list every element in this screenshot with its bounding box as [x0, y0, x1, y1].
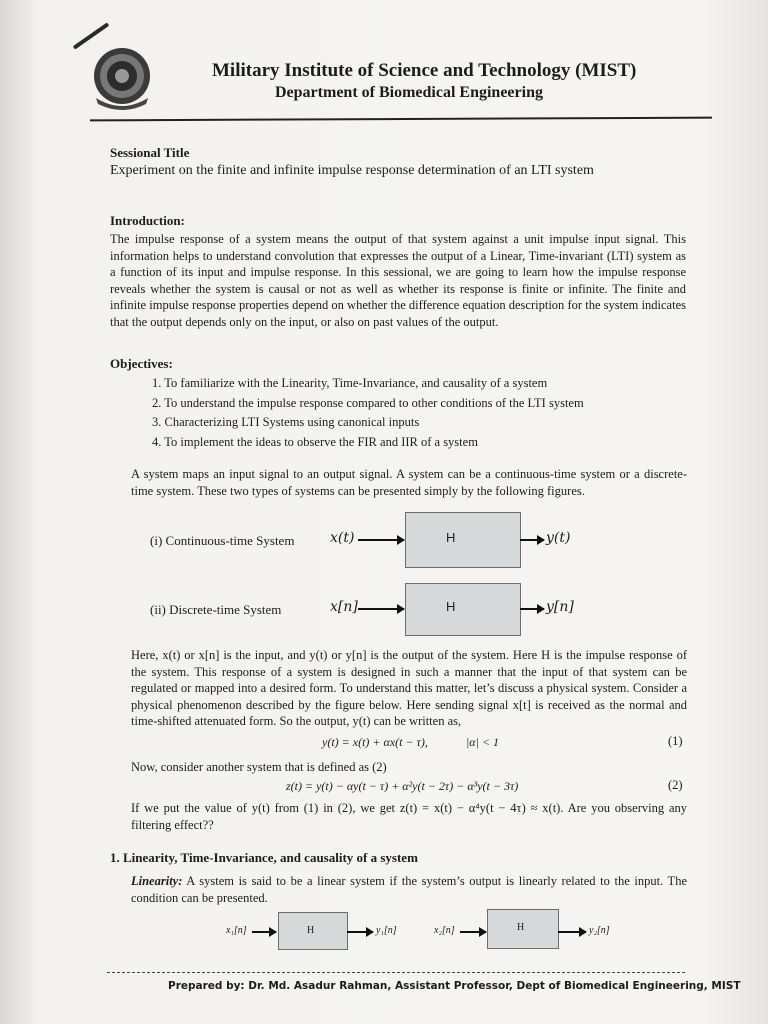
filter-paragraph: If we put the value of y(t) from (1) in (2), we get z(t) = x(t) − α⁴y(t − 4τ) ≈ x(t). Are you observing any filtering effect??	[131, 801, 687, 832]
arrow-right-icon	[347, 931, 373, 933]
section-1-heading: 1. Linearity, Time-Invariance, and causality of a system	[110, 850, 418, 865]
arrow-right-icon	[520, 539, 544, 541]
continuous-label: (i) Continuous-time System	[150, 533, 295, 548]
equation-2-number: (2)	[668, 778, 683, 792]
objectives-heading: Objectives:	[110, 356, 173, 371]
introduction-heading: Introduction:	[110, 213, 185, 228]
discrete-input: x[n]	[330, 599, 358, 615]
block-label: H	[446, 530, 456, 545]
input-x1: x₁[n]	[226, 925, 247, 936]
objective-item: 2. To understand the impulse response compared to other conditions of the LTI system	[152, 395, 584, 410]
objective-item: 4. To implement the ideas to observe the FIR and IIR of a system	[152, 434, 478, 449]
arrow-right-icon	[358, 608, 404, 610]
sessional-title: Experiment on the finite and infinite impulse response determination of an LTI system	[110, 163, 594, 178]
now-text: Now, consider another system that is defined as (2)	[131, 760, 387, 774]
arrow-right-icon	[460, 931, 486, 933]
institute-name: Military Institute of Science and Technology (MIST)	[212, 60, 637, 81]
equation-1-number: (1)	[668, 734, 683, 748]
input-x2: x₂[n]	[434, 925, 455, 936]
objectives-list	[152, 374, 692, 452]
system-block	[405, 512, 521, 568]
continuous-input: x(t)	[330, 530, 355, 546]
block-label: H	[307, 925, 315, 936]
introduction-body: The impulse response of a system means the output of that system against a unit impulse input signal. This information helps to understand convolution that expresses the output of a Linear, Time-invariant (LTI) system as a function of its input and impulse response. In this sessional, we are going to learn how the impulse response reveals whether the system is causal or not as well as whether its response is finite or infinite. The finite and infinite impulse response properties depend on whether the difference equation description for the system indicates that the output depends only on the input, or also on past values of the output.	[110, 232, 686, 329]
block-label: H	[446, 599, 456, 614]
header-rule	[90, 117, 712, 122]
footer-credit: Prepared by: Dr. Md. Asadur Rahman, Assistant Professor, Dept of Biomedical Engineering, MIST	[168, 980, 741, 992]
arrow-right-icon	[252, 931, 276, 933]
output-y1: y₁[n]	[376, 925, 397, 936]
linearity-body: A system is said to be a linear system if the system’s output is linearly related to the input. The condition can be presented.	[131, 874, 687, 905]
output-y2: y₂[n]	[589, 925, 610, 936]
system-block	[405, 583, 521, 636]
equation-2: z(t) = y(t) − αy(t − τ) + α²y(t − 2τ) − α³y(t − 3τ)	[286, 779, 519, 793]
arrow-right-icon	[520, 608, 544, 610]
linearity-term: Linearity:	[131, 874, 183, 888]
sessional-label: Sessional Title	[110, 145, 190, 160]
explanation-paragraph: Here, x(t) or x[n] is the input, and y(t) or y[n] is the output of the system. Here H is the impulse response of the system. This response of a system is designed in such a manner that the input of that system can be regulated or mapped into a desired form. To understand this matter, let’s discuss a physical system. Consider a physical phenomenon described by the figure below. Here sending signal x[t] is received as the normal and time-shifted attenuated form. So the output, y(t) can be written as,	[131, 648, 687, 728]
block-label: H	[517, 922, 525, 933]
linearity-paragraph	[131, 873, 687, 906]
continuous-output: y(t)	[546, 530, 571, 546]
arrow-right-icon	[558, 931, 586, 933]
footer-divider	[107, 972, 685, 973]
arrow-right-icon	[358, 539, 404, 541]
system-intro: A system maps an input signal to an output signal. A system can be a continuous-time system or a discrete-time system. These two types of systems can be presented simply by the following figures.	[131, 467, 687, 498]
equation-1: y(t) = x(t) + αx(t − τ),	[322, 735, 428, 749]
mist-logo-seal	[88, 46, 156, 114]
objective-item: 1. To familiarize with the Linearity, Time-Invariance, and causality of a system	[152, 376, 548, 390]
discrete-output: y[n]	[546, 599, 574, 615]
discrete-label: (ii) Discrete-time System	[150, 602, 282, 617]
equation-1-condition: |α| < 1	[466, 735, 499, 749]
department-name: Department of Biomedical Engineering	[275, 84, 543, 101]
objective-item: 3. Characterizing LTI Systems using canonical inputs	[152, 415, 420, 429]
